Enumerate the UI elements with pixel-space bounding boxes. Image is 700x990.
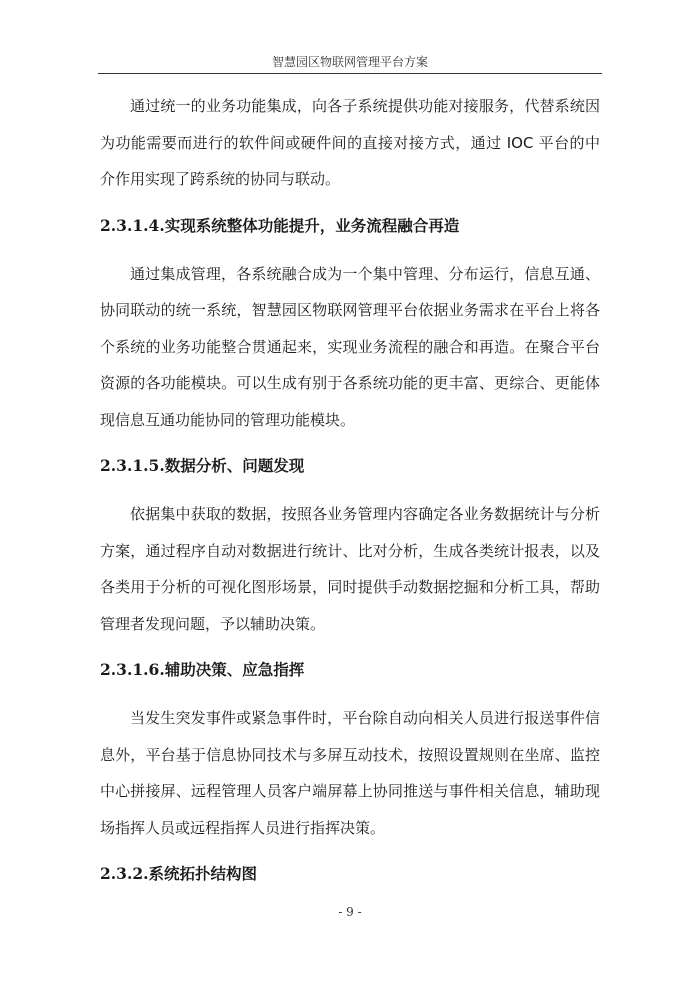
heading-2-3-1-5 bbox=[100, 438, 600, 496]
page-content bbox=[100, 88, 600, 904]
paragraph-data-analysis: 依据集中获取的数据，按照各业务管理内容确定各业务数据统计与分析方案，通过程序自动对数据进行统计、比对分析，生成各类统计报表，以及各类用于分析的可视化图形场景，同时提供手动数据挖掘和分析工具，帮助管理者发现问题，予以辅助决策。 bbox=[100, 505, 600, 633]
page-header: 智慧园区物联网管理平台方案 bbox=[271, 55, 428, 69]
heading-number: 2.3.1.5. bbox=[100, 456, 165, 475]
paragraph-decision-support: 当发生突发事件或紧急事件时，平台除自动向相关人员进行报送事件信息外，平台基于信息协同技术与多屏互动技术，按照设置规则在坐席、监控中心拼接屏、远程管理人员客户端屏幕上协同推送与事件相关信息，辅助现场指挥人员或远程指挥人员进行指挥决策。 bbox=[100, 709, 600, 837]
heading-2-3-2 bbox=[100, 846, 600, 904]
heading-number: 2.3.1.4. bbox=[100, 215, 165, 235]
heading-number: 2.3.1.6. bbox=[100, 660, 165, 679]
heading-title: 数据分析、问题发现 bbox=[164, 457, 305, 475]
heading-2-3-1-4 bbox=[100, 198, 600, 256]
paragraph-integration: 通过集成管理，各系统融合成为一个集中管理、分布运行，信息互通、协同联动的统一系统，智慧园区物联网管理平台依据业务需求在平台上将各个系统的业务功能整合贯通起来，实现业务流程的融合和再造。在聚合平台资源的各功能模块。可以生成有别于各系统功能的更丰富、更综合、更能体现信息互通功能协同的管理功能模块。 bbox=[100, 264, 600, 429]
paragraph-intro: 通过统一的业务功能集成，向各子系统提供功能对接服务，代替系统因为功能需要而进行的软件间或硬件间的直接对接方式，通过 IOC 平台的中介作用实现了跨系统的协同与联动。 bbox=[100, 97, 600, 188]
heading-2-3-1-6 bbox=[100, 642, 600, 700]
heading-title: 实现系统整体功能提升，业务流程融合再造 bbox=[164, 216, 460, 235]
heading-number: 2.3.2. bbox=[100, 864, 149, 883]
heading-title: 系统拓扑结构图 bbox=[148, 865, 258, 883]
page-number: - 9 - bbox=[338, 905, 362, 919]
header-rule bbox=[98, 73, 602, 74]
heading-title: 辅助决策、应急指挥 bbox=[164, 661, 305, 679]
